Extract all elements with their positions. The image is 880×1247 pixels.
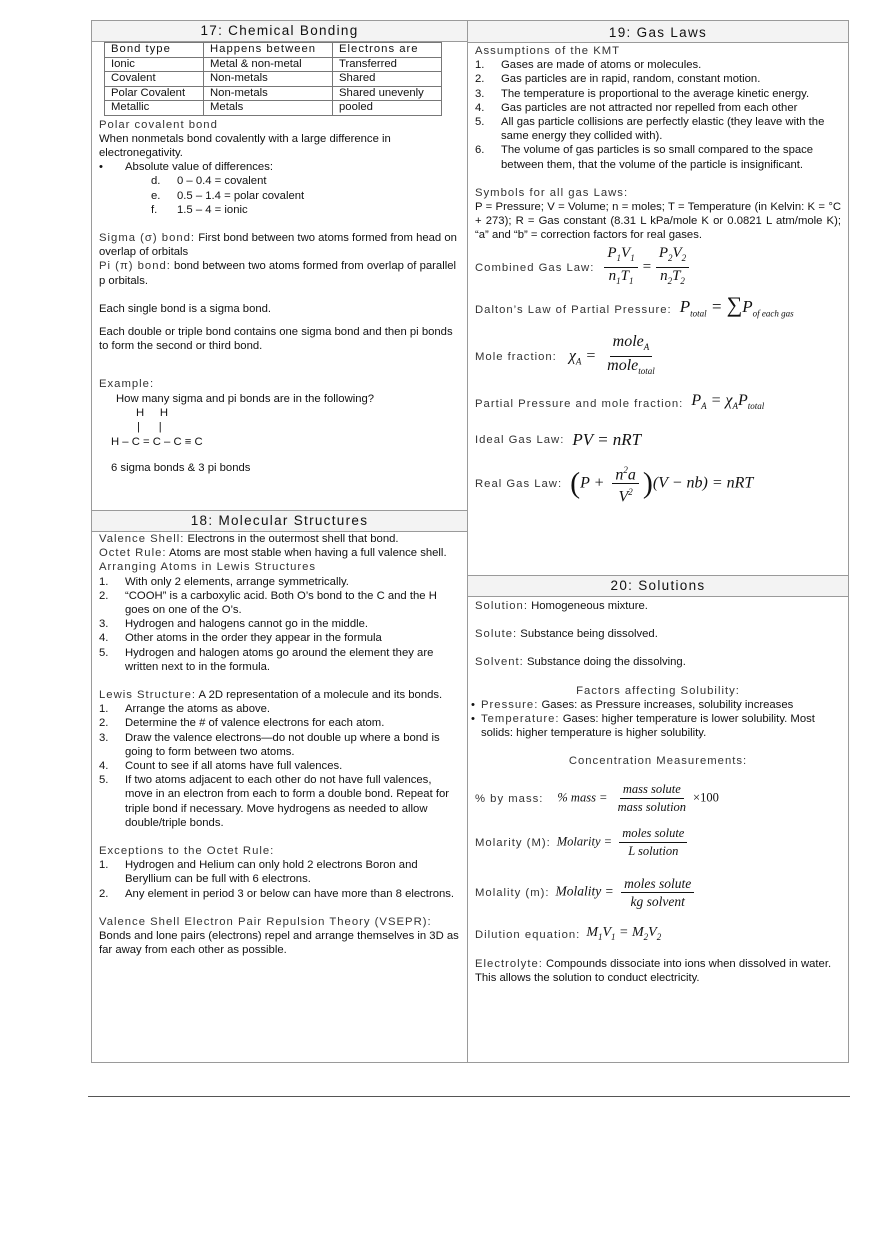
list-item: 4. Count to see if all atoms have full valences. xyxy=(99,760,343,773)
list-item: 1. Arrange the atoms as above. xyxy=(99,703,271,716)
molarity-formula: Molarity = $\frac{\text{moles solute}}{\text{L solution}}$ xyxy=(557,825,692,860)
section-chemical-bonding xyxy=(92,21,467,475)
list-item: 5. If two atoms adjacent to each other do not have full valences, move in an electron from each to form a double bond. Repeat for triple bond if necessary. Move hydrogens as needed to allow double/triple bonds. xyxy=(99,774,450,829)
table-header: Bond type xyxy=(105,43,204,58)
concentration-label: Concentration Measurements: xyxy=(568,755,748,768)
list-item: d. 0 – 0.4 = covalent xyxy=(151,175,267,188)
table-header: Electrons are xyxy=(333,43,442,58)
ideal-gas-law-formula: PV = nRT xyxy=(572,429,642,449)
list-item: 2. Gas particles are in rapid, random, constant motion. xyxy=(475,73,761,86)
sigma-bond-definition: Sigma (σ) bond: First bond between two atoms formed from head on overlap of orbitals xyxy=(99,231,457,259)
example-answer: 6 sigma bonds & 3 pi bonds xyxy=(111,462,251,475)
table-header-row xyxy=(105,43,442,58)
list-item: 2. Any element in period 3 or below can have more than 8 electrons. xyxy=(99,887,455,900)
list-item: 5. Hydrogen and halogen atoms go around the element they are written next to in the formula. xyxy=(99,646,434,673)
polar-covalent-label: Polar covalent bond xyxy=(99,118,218,131)
left-column xyxy=(92,21,468,1062)
list-item: e. 0.5 – 1.4 = polar covalent xyxy=(151,189,305,202)
table-header: Happens between xyxy=(204,43,333,58)
list-item: 1. Hydrogen and Helium can only hold 2 electrons Boron and Beryllium can be full with 6 electrons. xyxy=(99,859,418,886)
percent-by-mass: % by mass: % mass = $\frac{\text{mass solute}}{\text{mass solution}}$ ×100 xyxy=(475,782,719,815)
bullet-icon: • xyxy=(471,698,475,711)
factors-label: Factors affecting Solubility: xyxy=(576,684,740,697)
list-item: 3. The temperature is proportional to the average kinetic energy. xyxy=(475,87,810,100)
lewis-structure-definition: Lewis Structure: A 2D representation of a molecule and its bonds. xyxy=(99,689,443,702)
bullet-icon: • xyxy=(471,713,475,726)
section-molecular-structures xyxy=(92,510,467,957)
single-bond-note: Each single bond is a sigma bond. xyxy=(99,302,272,315)
list-item: 2. “COOH” is a carboxylic acid. Both O’s bond to the C and the H goes on one of the O’s. xyxy=(99,589,437,617)
pi-bond-definition: Pi (π) bond: bond between two atoms formed from overlap of parallel p orbitals. xyxy=(99,260,457,287)
combined-gas-law: Combined Gas Law: $\frac{P_1V_1}{n_1T_1}$ = $\frac{P_2V_2}{n_2T_2}$ xyxy=(475,247,841,289)
list-item: 4. Other atoms in the order they appear in the formula xyxy=(99,632,382,645)
table-row xyxy=(105,86,442,101)
table-row xyxy=(105,101,442,116)
list-item: 3. Hydrogen and halogens cannot go in the middle. xyxy=(99,618,369,631)
partial-pressure-formula: $P_A = \chi_AP_{total}$ xyxy=(691,391,765,412)
list-item: 4. Gas particles are not attracted nor repelled from each other xyxy=(475,101,798,114)
real-gas-law: Real Gas Law: (P + $\frac{n^2a}{V^2}$ )(V − nb) = nRT xyxy=(475,459,841,509)
example-question: How many sigma and pi bonds are in the following? xyxy=(116,392,375,405)
list-item: • Pressure: Gases: as Pressure increases, solubility increases xyxy=(471,698,794,711)
lewis-structure-h-row: H H xyxy=(136,406,169,419)
section-title: 20: Solutions xyxy=(468,575,848,597)
section-title: 19: Gas Laws xyxy=(468,21,848,43)
reference-sheet xyxy=(91,20,849,1063)
exceptions-label: Exceptions to the Octet Rule: xyxy=(99,845,275,858)
table-cell: Shared unevenly xyxy=(333,86,442,101)
section-title: 18: Molecular Structures xyxy=(92,510,467,532)
polar-covalent-text: When nonmetals bond covalently with a large difference in electronegativity. xyxy=(99,132,391,159)
list-item: 1. With only 2 elements, arrange symmetrically. xyxy=(99,575,349,588)
list-item xyxy=(99,160,460,174)
molality-formula: Molality = $\frac{\text{moles solute}}{\text{kg solvent}}$ xyxy=(556,875,699,910)
kmt-label: Assumptions of the KMT xyxy=(475,45,621,57)
lewis-structure-chain: H – C = C – C ≡ C xyxy=(111,435,203,448)
right-column xyxy=(468,21,848,1062)
mole-fraction-formula: $\chi_A$ = $\frac{mole_A}{mole_{total}}$ xyxy=(568,332,655,377)
vsepr-label: Valence Shell Electron Pair Repulsion Theory (VSEPR): xyxy=(99,915,432,928)
solution-definition: Solution: Homogeneous mixture. xyxy=(475,600,648,612)
table-cell: Shared xyxy=(333,72,442,87)
ideal-gas-law: Ideal Gas Law: PV = nRT xyxy=(475,429,642,449)
list-item: f. 1.5 – 4 = ionic xyxy=(151,203,248,216)
molality: Molality (m): Molality = $\frac{\text{moles solute}}{\text{kg solvent}}$ xyxy=(475,873,841,913)
daltons-law: Dalton’s Law of Partial Pressure: $P_{total} = \sum P_{of each gas}$ xyxy=(475,293,841,327)
list-item: 2. Determine the # of valence electrons for each atom. xyxy=(99,717,385,730)
page-footer-rule xyxy=(88,1096,850,1097)
bullet-icon: • xyxy=(99,161,103,174)
table-cell: Metallic xyxy=(105,101,204,116)
lewis-structure-bond-row: | | xyxy=(137,421,162,434)
double-bond-note: Each double or triple bond contains one sigma bond and then pi bonds to form the second or third bond. xyxy=(99,325,453,353)
real-gas-law-formula: (P + $\frac{n^2a}{V^2}$ )(V − nb) = nRT xyxy=(570,462,753,506)
table-row xyxy=(105,57,442,72)
symbols-text: P = Pressure; V = Volume; n = moles; T = Temperature (in Kelvin: K = °C + 273); R = Gas constant (8.31 L kPa/mole K or 0.0821 L atm/mole K); “a” and “b” = correction factors for real gases. xyxy=(475,201,841,242)
bond-type-table xyxy=(104,42,442,116)
table-cell: Covalent xyxy=(105,72,204,87)
dilution-equation: Dilution equation: $M_1V_1 = M_2V_2$ xyxy=(475,921,841,949)
section-solutions xyxy=(468,575,848,985)
list-item: 5. All gas particle collisions are perfectly elastic (they leave with the same energy they collided with). xyxy=(475,116,825,143)
list-item: 6. The volume of gas particles is so small compared to the space between them, that the volume of the particle is insignificant. xyxy=(475,144,814,171)
symbols-label: Symbols for all gas Laws: xyxy=(475,186,629,199)
table-cell: Metal & non-metal xyxy=(204,57,333,72)
solvent-definition: Solvent: Substance doing the dissolving. xyxy=(475,656,686,669)
mole-fraction: Mole fraction: $\chi_A$ = $\frac{mole_A}{mole_{total}}$ xyxy=(475,331,841,383)
section-title: 17: Chemical Bonding xyxy=(92,21,467,42)
daltons-law-formula: $P_{total} = \sum P_{of each gas}$ xyxy=(679,292,794,319)
solute-definition: Solute: Substance being dissolved. xyxy=(475,628,658,641)
table-cell: Polar Covalent xyxy=(105,86,204,101)
partial-pressure: Partial Pressure and mole fraction: $P_A = \chi_AP_{total}$ xyxy=(475,387,841,421)
list-item: 3. Draw the valence electrons—do not double up where a bond is going to form between two atoms. xyxy=(99,731,440,758)
list-item: 1. Gases are made of atoms or molecules. xyxy=(475,59,702,72)
vsepr-text: Bonds and lone pairs (electrons) repel and arrange themselves in 3D as far away from each other as possible. xyxy=(99,930,459,957)
combined-gas-law-formula: $\frac{P_1V_1}{n_1T_1}$ = $\frac{P_2V_2}{n_2T_2}$ xyxy=(600,245,693,290)
percent-by-mass-formula: % mass = $\frac{\text{mass solute}}{\text{mass solution}}$ ×100 xyxy=(557,782,719,815)
table-cell: Transferred xyxy=(333,57,442,72)
molarity: Molarity (M): Molarity = $\frac{\text{moles solute}}{\text{L solution}}$ xyxy=(475,825,841,861)
dilution-formula: $M_1V_1 = M_2V_2$ xyxy=(586,924,662,942)
octet-rule-definition: Octet Rule: Atoms are most stable when having a full valence shell. xyxy=(99,547,447,560)
table-cell: Non-metals xyxy=(204,72,333,87)
table-row xyxy=(105,72,442,87)
section-gas-laws xyxy=(468,21,848,509)
table-cell: pooled xyxy=(333,101,442,116)
table-cell: Metals xyxy=(204,101,333,116)
electrolyte-definition: Electrolyte: Compounds dissociate into ions when dissolved in water. This allows the solution to conduct electricity. xyxy=(475,957,832,984)
valence-shell-definition: Valence Shell: Electrons in the outermost shell that bond. xyxy=(99,533,399,545)
example-label: Example: xyxy=(99,378,155,391)
list-item-text: Absolute value of differences: xyxy=(125,161,274,174)
table-cell: Ionic xyxy=(105,57,204,72)
list-item: • Temperature: Gases: higher temperature is lower solubility. Most solids: higher temperature is higher solubility. xyxy=(471,713,815,740)
arranging-label: Arranging Atoms in Lewis Structures xyxy=(99,561,317,574)
table-cell: Non-metals xyxy=(204,86,333,101)
